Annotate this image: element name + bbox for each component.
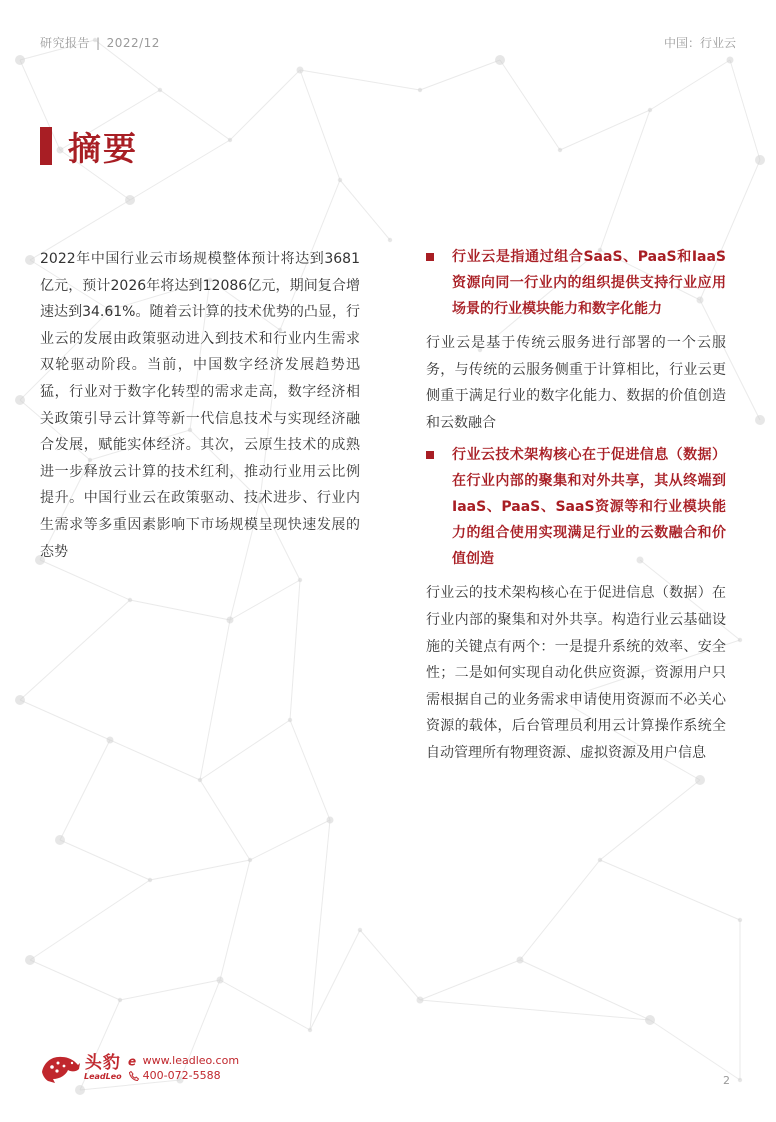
network-dot — [558, 148, 562, 152]
network-line — [60, 740, 110, 840]
section-title — [40, 127, 138, 168]
network-line — [340, 180, 390, 240]
brand-name — [84, 1054, 122, 1082]
network-line — [60, 840, 150, 880]
network-line — [650, 60, 730, 110]
network-dot — [217, 977, 224, 984]
network-dot — [495, 55, 505, 65]
network-dot — [358, 928, 362, 932]
network-line — [310, 930, 360, 1030]
network-dot — [15, 395, 25, 405]
network-dot — [517, 957, 524, 964]
title-accent-bar — [40, 127, 52, 165]
network-dot — [738, 1078, 742, 1082]
network-dot — [55, 835, 65, 845]
network-line — [290, 580, 300, 720]
phone-number: 400-072-5588 — [142, 1069, 221, 1082]
network-line — [160, 90, 230, 140]
network-line — [500, 60, 560, 150]
network-dot — [417, 997, 424, 1004]
doc-type: 研究报告 — [40, 36, 91, 50]
network-line — [300, 70, 420, 90]
finding-2-body: 行业云的技术架构核心在于促进信息（数据）在行业内部的聚集和对外共享。构造行业云基础设施的关键点有两个：一是提升系统的效率、安全性；二是如何实现自动化供应资源，资源用户只需根据自己的业务需求申请使用资源而不必关心资源的载体，后台管理员利用云计算操作系统全自动管理所有物理资源、虚拟资源及用户信息 — [426, 585, 726, 761]
network-dot — [227, 617, 234, 624]
network-line — [130, 600, 230, 620]
network-line — [230, 70, 300, 140]
network-dot — [228, 138, 232, 142]
network-dot — [75, 1085, 85, 1095]
network-line — [200, 720, 290, 780]
key-findings — [426, 244, 726, 773]
network-line — [200, 620, 230, 780]
network-dot — [598, 858, 602, 862]
square-bullet-icon — [426, 253, 434, 261]
finding-2-heading-text: 行业云技术架构核心在于促进信息（数据）在行业内部的聚集和对外共享，其从终端到IaaS、PaaS、SaaS资源等和行业模块能力的组合使用实现满足行业的云数融合和价值创造 — [452, 447, 726, 568]
network-line — [520, 960, 650, 1020]
brand-name-cn: 头豹 — [84, 1053, 121, 1073]
network-dot — [25, 255, 35, 265]
report-topic: 中国：行业云 — [663, 36, 736, 50]
network-dot — [297, 67, 304, 74]
network-line — [30, 960, 120, 1000]
network-dot — [107, 737, 114, 744]
network-dot — [338, 178, 342, 182]
network-line — [20, 700, 110, 740]
network-dot — [727, 57, 734, 64]
network-dot — [308, 1028, 312, 1032]
phone-icon — [128, 1070, 140, 1082]
network-dot — [755, 155, 765, 165]
network-line — [300, 70, 340, 180]
network-line — [220, 860, 250, 980]
finding-2-heading — [426, 442, 726, 572]
network-line — [120, 980, 220, 1000]
network-dot — [248, 858, 252, 862]
website-link[interactable]: www.leadleo.com — [142, 1054, 240, 1067]
network-line — [200, 780, 250, 860]
network-dot — [198, 778, 202, 782]
network-line — [310, 820, 330, 1030]
network-line — [20, 600, 130, 700]
report-meta — [40, 34, 160, 51]
phone-row — [128, 1068, 239, 1083]
network-dot — [755, 415, 765, 425]
network-dot — [418, 88, 422, 92]
brand-name-en: LeadLeo — [84, 1072, 122, 1081]
network-dot — [15, 55, 25, 65]
network-dot — [738, 638, 742, 642]
leadleo-leopard-logo-icon — [38, 1050, 82, 1086]
network-dot — [327, 817, 334, 824]
network-dot — [298, 578, 302, 582]
footer-brand — [38, 1050, 239, 1086]
network-dot — [118, 998, 122, 1002]
summary-paragraph: 2022年中国行业云市场规模整体预计将达到3681亿元，预计2026年将达到12086亿元，期间复合增速达到34.61%。随着云计算的技术优势的凸显，行业云的发展由政策驱动进入到技术和行业内生需求双轮驱动阶段。当前，中国数字经济发展趋势迅猛，行业对于数字化转型的需求走高，数字经济相关政策引导云计算等新一代信息技术与实现经济融合发展，赋能实体经济。其次，云原生技术的成熟进一步释放云计算的技术红利，推动行业用云比例提升。中国行业云在政策驱动、技术进步、行业内生需求等多重因素影响下市场规模呈现快速发展的态势 — [40, 251, 360, 560]
svg-text:e: e — [127, 1054, 136, 1067]
network-line — [600, 110, 650, 250]
network-line — [730, 60, 760, 160]
network-line — [420, 60, 500, 90]
network-dot — [158, 88, 162, 92]
network-dot — [15, 695, 25, 705]
network-dot — [125, 195, 135, 205]
network-line — [290, 720, 330, 820]
network-dot — [388, 238, 392, 242]
header-separator: | — [96, 36, 101, 50]
square-bullet-icon — [426, 451, 434, 459]
report-date: 2022/12 — [106, 36, 160, 50]
network-line — [420, 1000, 650, 1020]
contact-info — [128, 1053, 239, 1083]
network-line — [130, 140, 230, 200]
network-dot — [695, 775, 705, 785]
network-line — [110, 740, 200, 780]
finding-1-heading-text: 行业云是指通过组合SaaS、PaaS和IaaS资源向同一行业内的组织提供支持行业应用场景的行业模块能力和数字化能力 — [452, 249, 726, 317]
network-dot — [648, 108, 652, 112]
page-number: 2 — [723, 1074, 730, 1087]
finding-1-heading — [426, 244, 726, 322]
network-line — [230, 580, 300, 620]
network-line — [40, 560, 130, 600]
network-line — [360, 930, 420, 1000]
network-line — [560, 110, 650, 150]
network-line — [150, 860, 250, 880]
network-line — [250, 820, 330, 860]
finding-1-body: 行业云是基于传统云服务进行部署的一个云服务，与传统的云服务侧重于计算相比，行业云更侧重于满足行业的数字化能力、数据的价值创造和云数融合 — [426, 335, 726, 431]
network-line — [420, 960, 520, 1000]
network-dot — [128, 598, 132, 602]
network-dot — [25, 955, 35, 965]
website-row[interactable] — [128, 1053, 239, 1068]
network-line — [30, 880, 150, 960]
network-line — [600, 860, 740, 920]
web-e-icon — [128, 1055, 140, 1067]
network-line — [600, 780, 700, 860]
page-title: 摘要 — [68, 128, 138, 168]
network-line — [650, 1020, 740, 1080]
network-dot — [738, 918, 742, 922]
network-dot — [148, 878, 152, 882]
network-dot — [288, 718, 292, 722]
network-line — [220, 980, 310, 1030]
network-line — [520, 860, 600, 960]
network-dot — [645, 1015, 655, 1025]
